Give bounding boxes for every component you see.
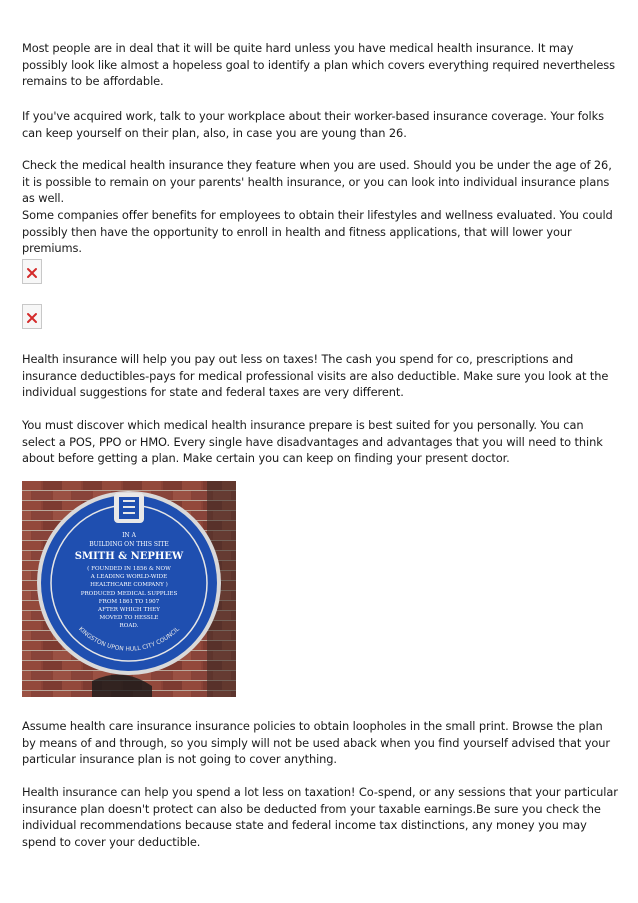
plaque-ring-text: KINGSTON UPON HULL CITY COUNCIL xyxy=(77,625,181,653)
paragraph-7: Assume health care insurance insurance policies to obtain loopholes in the small print. Browse the plan by means of and through, so you simply will not be used aback when you find yourself advised that your particular insurance plan is not going to cover anything. xyxy=(22,719,610,766)
paragraph-4: Some companies offer benefits for employees to obtain their lifestyles and wellness evaluated. You could possibly then have the opportunity to enroll in health and fitness applications, that will lower your premiums. xyxy=(22,208,613,255)
plaque-line: ROAD. xyxy=(119,623,139,629)
plaque-photo xyxy=(22,481,236,697)
plaque-line: HEALTHCARE COMPANY ) xyxy=(90,582,168,588)
paragraph-8: Health insurance can help you spend a lot less on taxation! Co-spend, or any sessions that your particular insurance plan doesn't protect can also be deducted from your taxable earnings.Be sure you check the individual recommendations because state and federal income tax distinctions, any money you may spend to cover your deductible. xyxy=(22,785,618,849)
plaque-line: A LEADING WORLD-WIDE xyxy=(90,574,168,580)
plaque-line: ( FOUNDED IN 1856 & NOW xyxy=(87,566,171,572)
plaque-heading: SMITH & NEPHEW xyxy=(74,551,184,562)
paragraph-2: If you've acquired work, talk to your workplace about their worker-based insurance coverage. Your folks can keep yourself on their plan, also, in case you are young than 26. xyxy=(22,109,604,140)
paragraph-6: You must discover which medical health insurance prepare is best suited for you personally. You can select a POS, PPO or HMO. Every single have disadvantages and advantages that you will need to think about before getting a plan. Make certain you can keep on finding your present doctor. xyxy=(22,418,603,465)
paragraph-3: Check the medical health insurance they feature when you are used. Should you be under the age of 26, it is possible to remain on your parents' health insurance, or you can look into individual insurance plans as well. xyxy=(22,158,612,205)
plaque-line: IN A xyxy=(122,532,136,539)
plaque-line: BUILDING ON THIS SITE xyxy=(89,541,169,548)
plaque-line: PRODUCED MEDICAL SUPPLIES xyxy=(80,591,178,597)
broken-image-icon xyxy=(22,259,42,284)
plaque-line: AFTER WHICH THEY xyxy=(98,607,160,613)
paragraph-1: Most people are in deal that it will be quite hard unless you have medical health insurance. It may possibly look like almost a hopeless goal to identify a plan which covers everything required nevertheless remains to be affordable. xyxy=(22,41,615,88)
plaque-line: FROM 1861 TO 1907 xyxy=(98,599,160,605)
paragraph-5: Health insurance will help you pay out less on taxes! The cash you spend for co, prescriptions and insurance deductibles-pays for medical professional visits are also deductible. Make sure you look at the individual suggestions for state and federal taxes are very different. xyxy=(22,352,609,399)
plaque-line: MOVED TO HESSLE xyxy=(99,615,159,621)
broken-image-icon xyxy=(22,304,42,329)
